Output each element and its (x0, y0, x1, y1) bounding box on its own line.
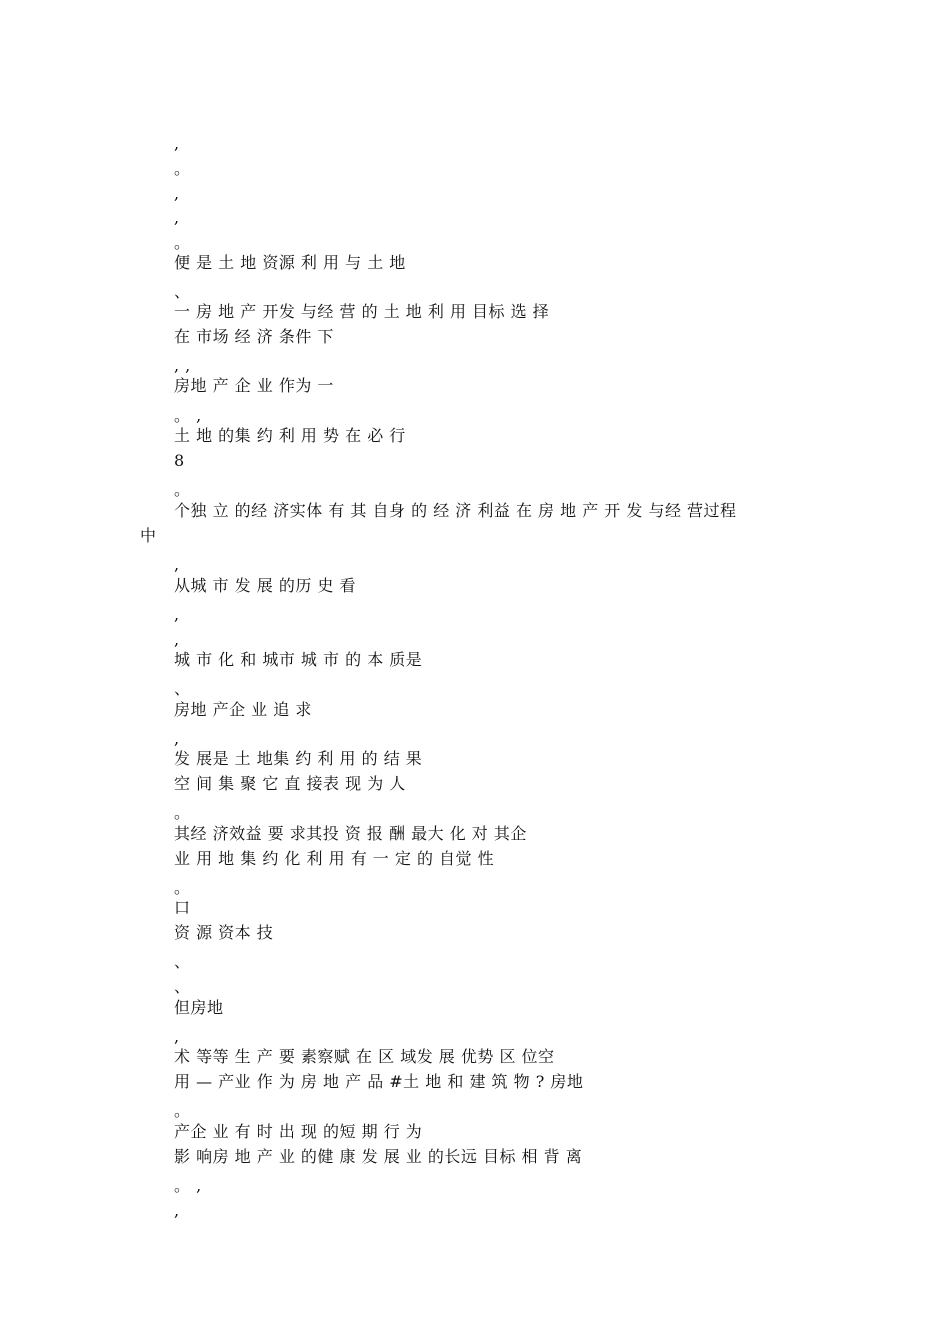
text-line: 。 (174, 803, 191, 822)
text-line: 房地 产企 业 追 求 (174, 700, 312, 719)
text-line: 。 , (174, 1176, 202, 1195)
text-line: 中 (140, 526, 157, 545)
text-line: , (174, 184, 180, 203)
text-line: 土 地 的集 约 利 用 势 在 必 行 (174, 426, 406, 445)
text-line: 用 — 产业 作 为 房 地 产 品 #土 地 和 建 筑 物 ? 房地 (174, 1072, 584, 1091)
text-line: , (174, 208, 180, 227)
text-line: 。 (174, 878, 191, 897)
text-line: 、 (174, 977, 191, 996)
text-line: 影 响房 地 产 业 的健 康 发 展 业 的长远 目标 相 背 离 (174, 1147, 583, 1166)
text-line: 。 (174, 159, 191, 178)
text-line: 一 房 地 产 开发 与经 营 的 土 地 利 用 目标 选 择 (174, 302, 550, 321)
text-line: 空 间 集 聚 它 直 接表 现 为 人 (174, 774, 406, 793)
text-line: 发 展是 土 地集 约 利 用 的 结 果 (174, 749, 423, 768)
text-line: 、 (174, 282, 191, 301)
text-line: , (174, 1027, 180, 1046)
text-line: 便 是 土 地 资源 利 用 与 土 地 (174, 253, 406, 272)
text-line: , (174, 729, 180, 748)
text-line: , (174, 555, 180, 574)
text-line: 在 市场 经 济 条件 下 (174, 327, 334, 346)
text-line: 个独 立 的经 济实体 有 其 自身 的 经 济 利益 在 房 地 产 开 发 与经 营过程 (174, 501, 737, 520)
text-line: 。 (174, 1101, 191, 1120)
text-line: , (174, 630, 180, 649)
text-line: , (174, 1201, 180, 1220)
text-line: , (174, 605, 180, 624)
text-line: 但房地 (174, 998, 224, 1017)
text-line: 资 源 资本 技 (174, 923, 274, 942)
text-line: 其经 济效益 要 求其投 资 报 酬 最大 化 对 其企 (174, 824, 527, 843)
text-line: 房地 产 企 业 作为 一 (174, 376, 334, 395)
text-line: 、 (174, 952, 191, 971)
text-line: 业 用 地 集 约 化 利 用 有 一 定 的 自觉 性 (174, 849, 495, 868)
text-line: 口 (174, 898, 191, 917)
text-line: 。 (174, 233, 191, 252)
text-line: 。 , (174, 406, 202, 425)
text-line: 术 等等 生 产 要 素察赋 在 区 域发 展 优势 区 位空 (174, 1047, 555, 1066)
text-line: 产企 业 有 时 出 现 的短 期 行 为 (174, 1122, 423, 1141)
text-line: , , (174, 356, 191, 375)
text-line: , (174, 134, 180, 153)
text-line: 城 市 化 和 城市 城 市 的 本 质是 (174, 650, 423, 669)
text-line: 。 (174, 480, 191, 499)
text-line: 8 (174, 451, 185, 470)
text-line: 从城 市 发 展 的历 史 看 (174, 576, 357, 595)
text-line: 、 (174, 679, 191, 698)
